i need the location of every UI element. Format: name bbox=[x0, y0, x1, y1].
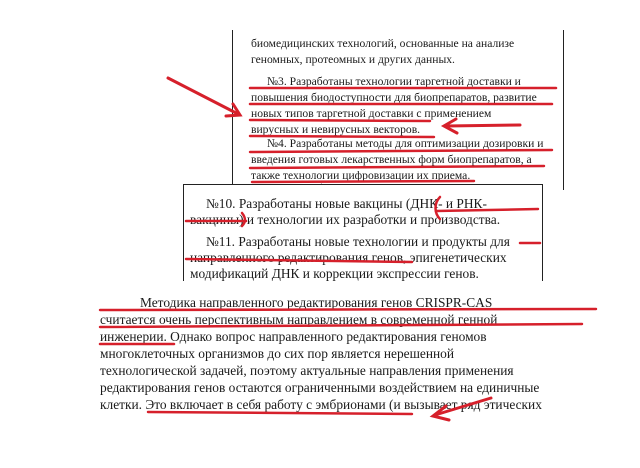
text-line: также технологии цифровизации их приема. bbox=[251, 169, 471, 182]
text-line: геномных, протеомных и других данных. bbox=[251, 53, 455, 66]
text-line: новых типов таргетной доставки с применением bbox=[251, 107, 492, 120]
text-line: биомедицинских технологий, основанные на анализе bbox=[251, 37, 515, 50]
underline bbox=[148, 412, 412, 414]
text-line: Методика направленного редактирования генов CRISPR-CAS bbox=[140, 295, 493, 310]
text-line: технологической задачей, поэтому актуальные направления применения bbox=[100, 363, 514, 378]
text-line: инженерии. Однако вопрос направленного редактирования геномов bbox=[100, 329, 487, 344]
text-line: считается очень перспективным направлением в современной генной bbox=[100, 312, 498, 327]
text-line: модификаций ДНК и коррекции экспрессии генов. bbox=[190, 266, 479, 281]
text-line: клетки. Это включает в себя работу с эмбрионами (и вызывает ряд этических bbox=[100, 397, 542, 412]
text-line: редактирования генов остаются ограниченными воздействием на единичные bbox=[100, 380, 540, 395]
text-line: направленного редактирования генов, эпигенетических bbox=[190, 250, 507, 265]
text-line: многоклеточных организмов до сих пор является нерешенной bbox=[100, 346, 455, 361]
text-line: №11. Разработаны новые технологии и продукты для bbox=[206, 234, 510, 249]
text-line: введения готовых лекарственных форм биопрепаратов, а bbox=[251, 153, 532, 166]
document-fragment-1 bbox=[232, 30, 564, 190]
text-line: №10. Разработаны новые вакцины (ДНК- и РНК- bbox=[206, 196, 487, 211]
text-line: вирусных и невирусных векторов. bbox=[251, 123, 421, 136]
text-line: №4. Разработаны методы для оптимизации дозировки и bbox=[267, 137, 544, 150]
text-line: вакцины) и технологии их разработки и производства. bbox=[190, 212, 501, 227]
text-line: №3. Разработаны технологии таргетной доставки и bbox=[267, 75, 521, 88]
document-fragment-2 bbox=[183, 184, 543, 281]
text-line: повышения биодоступности для биопрепаратов, развитие bbox=[251, 91, 537, 104]
arrow-icon bbox=[168, 78, 238, 114]
